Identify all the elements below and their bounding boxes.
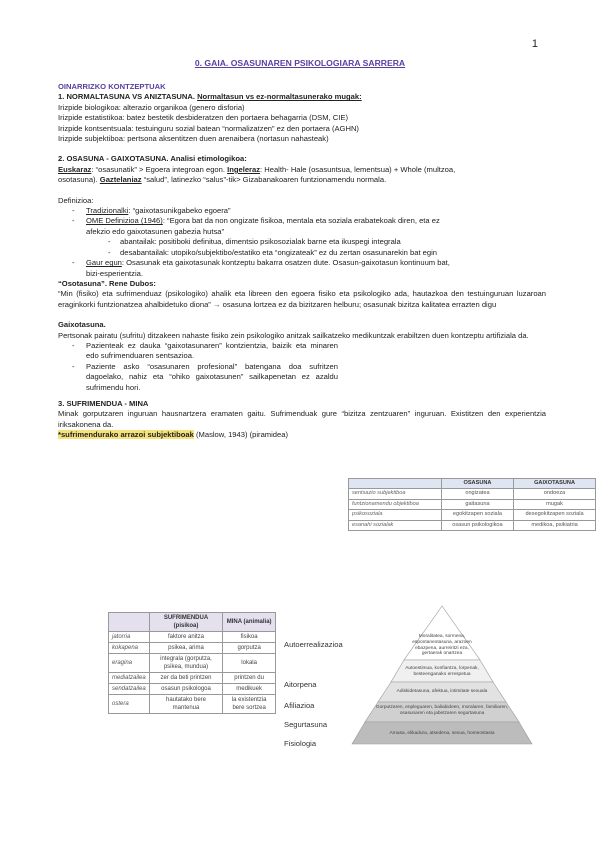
- table-row: [109, 632, 276, 643]
- table-row: [109, 695, 276, 714]
- table-header-row: [349, 479, 596, 489]
- pyramid-label-afiliazioa: Afiliazioa: [284, 701, 315, 710]
- s2-heading: 2. OSASUNA - GAIXOTASUNA. Analisi etimologikoa:: [58, 154, 247, 164]
- etym-ingeleraz: Ingeleraz: [227, 164, 261, 174]
- pyramid-text-autoerrealizazioa: Moralitatea, sormena, espontaneotasuna, arazoen ebazpena, aurreiritzi eza, gertaerak onartzea: [412, 634, 472, 657]
- document-title: 0. GAIA. OSASUNAREN PSIKOLOGIARA SARRERA: [194, 58, 406, 68]
- table-cell: lokala: [223, 654, 276, 673]
- pyramid-label-fisiologia: Fisiologia: [284, 739, 317, 748]
- def1-text: : “gaixotasunikgabeko egoera”: [128, 206, 231, 216]
- etym-gaztelaniaz-text: “salud”, latinezko “salus”-tik> Gizabanakoaren funtzionamendu normala.: [141, 175, 387, 185]
- pyramid-label-segurtasuna: Segurtasuna: [284, 720, 328, 729]
- def2-text: : “Egora bat da non ongizate fisikoa, mentala eta soziala erabatekoak diren, eta ez: [162, 216, 440, 226]
- table-cell: esanahi sozialak: [349, 520, 442, 530]
- etym-euskaraz: Euskaraz: [58, 164, 92, 174]
- s2-etym-line-2: [58, 175, 546, 185]
- etym-gaztelaniaz: Gaztelaniaz: [99, 175, 142, 185]
- pyramid-label-aitorpena: Aitorpena: [284, 680, 317, 689]
- s3-highlight-line: [58, 430, 546, 440]
- def-bullet-1: - Tradizionalki: “gaixotasunikgabeko egoera”: [72, 206, 231, 216]
- table-header-row: [109, 613, 276, 632]
- table-cell: sendatzailea: [109, 684, 150, 695]
- table-row: [349, 510, 596, 520]
- table-cell: medikuek: [223, 684, 276, 695]
- def-sub-2-text: desabantailak: utopiko/subjektibo/estatiko eta “ongizateak” ez du zertan osasunarekin bat egin: [120, 247, 438, 257]
- def-bullet-3: - Gaur egun: Osasunak eta gaixotasunak kontzeptu bakarra osatzen dute. Osasun-gaixotasun kontinuum bat,: [72, 258, 450, 268]
- table-row: [109, 684, 276, 695]
- def-bullet-2-cont: afekzio edo gaixotasunen gabezia hutsa”: [86, 226, 225, 236]
- s1-line-4: Irizpide subjektiboa: pertsona aksentitzen duen arenaibera (nortasun nahasteak): [58, 134, 329, 144]
- gaixotasuna-bullet-2: - Paziente asko “osasunaren profesional” batengana doa sufritzen dagoelako, nahiz eta “ohiko gaixotasunen” sailkapenetan ez azaldu sufrimendu hori.: [72, 361, 338, 392]
- table-header-cell: SUFRIMENDUA (pisikoa): [149, 613, 223, 632]
- gaixotasuna-bullet-1: - Pazienteak ez dauka “gaixotasunaren” kontzientzia, baizik eta minaren edo sufrimenduaren sentsazioa.: [72, 340, 338, 361]
- def-bullet-2: - OME Definizioa (1946): “Egora bat da non ongizate fisikoa, mentala eta soziala erabatekoak diren, eta ez: [72, 216, 440, 226]
- table-cell: eragina: [109, 654, 150, 673]
- s1-heading: [58, 92, 546, 102]
- gaixotasuna-text: Pertsonak pairatu (sufritu) ditzakeen nahaste fisiko zein psikologiko anitzak sailkatzeko medikuntzak erabiltzen duen kontzeptu artifiziala da.: [58, 330, 529, 340]
- table-row: [349, 489, 596, 499]
- osasuna-gaixotasuna-table: [348, 478, 596, 531]
- s1-line-2: Irizpide estatistikoa: batez bestetik desbideratzen den portaera behagarria (DSM, CIE): [58, 113, 348, 123]
- table-cell: mugak: [514, 499, 596, 509]
- table-cell: integrala (gorputza, psikea, mundua): [149, 654, 223, 673]
- def3-text: : Osasunak eta gaixotasunak kontzeptu bakarra osatzen dute. Osasun-gaixotasun kontinuum bat,: [121, 258, 450, 268]
- table-cell: psikosoziala: [349, 510, 442, 520]
- table-header-cell: GAIXOTASUNA: [514, 479, 596, 489]
- table-cell: printzen du: [223, 673, 276, 684]
- table-cell: sentsazio subjektiboa: [349, 489, 442, 499]
- table-row: [109, 673, 276, 684]
- table-cell: hautatako bere mantenua: [149, 695, 223, 714]
- definizioa-label: Definizioa:: [58, 195, 94, 205]
- table-cell: mediatzailea: [109, 673, 150, 684]
- s2-etym-line-1: [58, 165, 546, 175]
- pyramid-text-aitorpena: Autoestimua, konfiantza, lorpenak, besteenganako errespetua: [405, 666, 479, 677]
- table-cell: zer da beti printzen: [149, 673, 223, 684]
- pyramid-label-autoerrealizazioa: Autoerrealizazioa: [284, 640, 343, 649]
- s3-highlight: *sufrimendurako arrazoi subjektiboak: [58, 430, 194, 440]
- gaixotasuna-heading: Gaixotasuna.: [58, 320, 106, 330]
- table-cell: jatorria: [109, 632, 150, 643]
- def-sub-1: - abantailak: positiboki definitua, dimentsio psikosozialak barne eta ikuspegi integrala: [108, 237, 401, 247]
- pyramid-text-segurtasuna: Gorputzaren, enpleguaren, baliabideen, moralaren, familiaren, osasunaren eta jabetzaren segurtasuna: [375, 705, 509, 716]
- table-cell: ondoeza: [514, 489, 596, 499]
- table-row: [349, 499, 596, 509]
- table-header-cell: [349, 479, 442, 489]
- table-header-cell: MINA (animalia): [223, 613, 276, 632]
- gaixotasuna-bullet-1-text: Pazienteak ez dauka “gaixotasunaren” kontzientzia, baizik eta minaren edo sufrimenduaren sentsazioa.: [86, 340, 338, 361]
- section-heading-oinarrizko: OINARRIZKO KONTZEPTUAK: [58, 82, 166, 91]
- table-header-cell: OSASUNA: [441, 479, 513, 489]
- document-body: [58, 80, 546, 441]
- s1-heading-underline: Normaltasun vs ez-normaltasunerako mugak:: [197, 92, 362, 102]
- def-bullet-3-cont: bizi-esperientzia.: [86, 268, 143, 278]
- s1-line-3: Irizpide kontsentsuala: testuinguru sozial batean “normalizatzen” ez den portaera (AGHN): [58, 123, 359, 133]
- def3-term: Gaur egun: [86, 258, 122, 268]
- table-cell: fisikoa: [223, 632, 276, 643]
- dubos-title: “Osotasuna”. Rene Dubos:: [58, 278, 156, 288]
- etym-euskaraz-text: : “osasunatik” > Egoera integroan egon.: [91, 164, 228, 174]
- s1-line-1: Irizpide biologikoa: alterazio organikoa (genero disforia): [58, 102, 245, 112]
- table-row: [109, 643, 276, 654]
- def1-term: Tradizionalki: [86, 206, 129, 216]
- gaixotasuna-bullet-2-text: Paziente asko “osasunaren profesional” batengana doa sufritzen dagoelako, nahiz eta “ohiko gaixotasunen” sailkapenetan ez azaldu sufrimendu hori.: [86, 361, 338, 392]
- s1-heading-text: 1. NORMALTASUNA VS ANIZTASUNA.: [58, 92, 198, 102]
- table-cell: ongizatea: [441, 489, 513, 499]
- table-cell: kokapena: [109, 643, 150, 654]
- table-cell: medikoa, psikiatria: [514, 520, 596, 530]
- table-cell: osasun psikologikoa: [441, 520, 513, 530]
- pyramid-text-fisiologia: Arnasa, elikadura, atsedena, sexua, homeostasia: [389, 731, 495, 736]
- def2-term: OME Definizioa (1946): [86, 216, 163, 226]
- s3-text: Minak gorputzaren inguruan hausnartzera eramaten gaitu. Sufrimenduak gure “bizitza zentzuaren” inguruan. Existitzen den experientzia iriksakonena da.: [58, 409, 546, 429]
- table-cell: ostera: [109, 695, 150, 714]
- pyramid-text-afiliazioa: Adiskidetasuna, afektua, intimitate sexuala: [396, 689, 488, 694]
- table-row: [349, 520, 596, 530]
- page-number: 1: [531, 38, 538, 50]
- table-cell: gorputza: [223, 643, 276, 654]
- s3-heading: 3. SUFRIMENDUA - MINA: [58, 398, 149, 408]
- s3-highlight-rest: (Maslow, 1943) (piramidea): [193, 430, 289, 440]
- def-sub-2: - desabantailak: utopiko/subjektibo/estatiko eta “ongizateak” ez du zertan osasunarekin bat egin: [108, 247, 438, 257]
- table-cell: osasun psikologoa: [149, 684, 223, 695]
- table-cell: funtzionamendu objektiboa: [349, 499, 442, 509]
- table-cell: psikea, arima: [149, 643, 223, 654]
- table-header-cell: [109, 613, 150, 632]
- sufrimendua-mina-table: [108, 612, 276, 714]
- etym-ingeleraz-text: : Health- Hale (osasuntsua, lementsua) + Whole (multzoa,: [260, 164, 456, 174]
- def-sub-1-text: abantailak: positiboki definitua, dimentsio psikosozialak barne eta ikuspegi integrala: [120, 237, 401, 247]
- table-cell: desegokitzapen soziala: [514, 510, 596, 520]
- table-cell: la existentzia bere sortzea: [223, 695, 276, 714]
- table-cell: egokitzapen soziala: [441, 510, 513, 520]
- table-cell: gaitasuna: [441, 499, 513, 509]
- table-cell: faktore anitza: [149, 632, 223, 643]
- dubos-text: “Min (fisiko) eta sufrimenduaz (psikologiko) ahalik eta libreen den egoera fisiko eta psikologiko ada, hautazkoa den testuinguruan luzaroan eraginkorki funtzionatzea ahalbidetuko diona” → osasuna lortzea ez da bizitzaren helburu; osasunak bizitza kalitatea errazten digu: [58, 289, 546, 309]
- table-row: [109, 654, 276, 673]
- etym-osotasuna: osotasuna).: [58, 175, 100, 185]
